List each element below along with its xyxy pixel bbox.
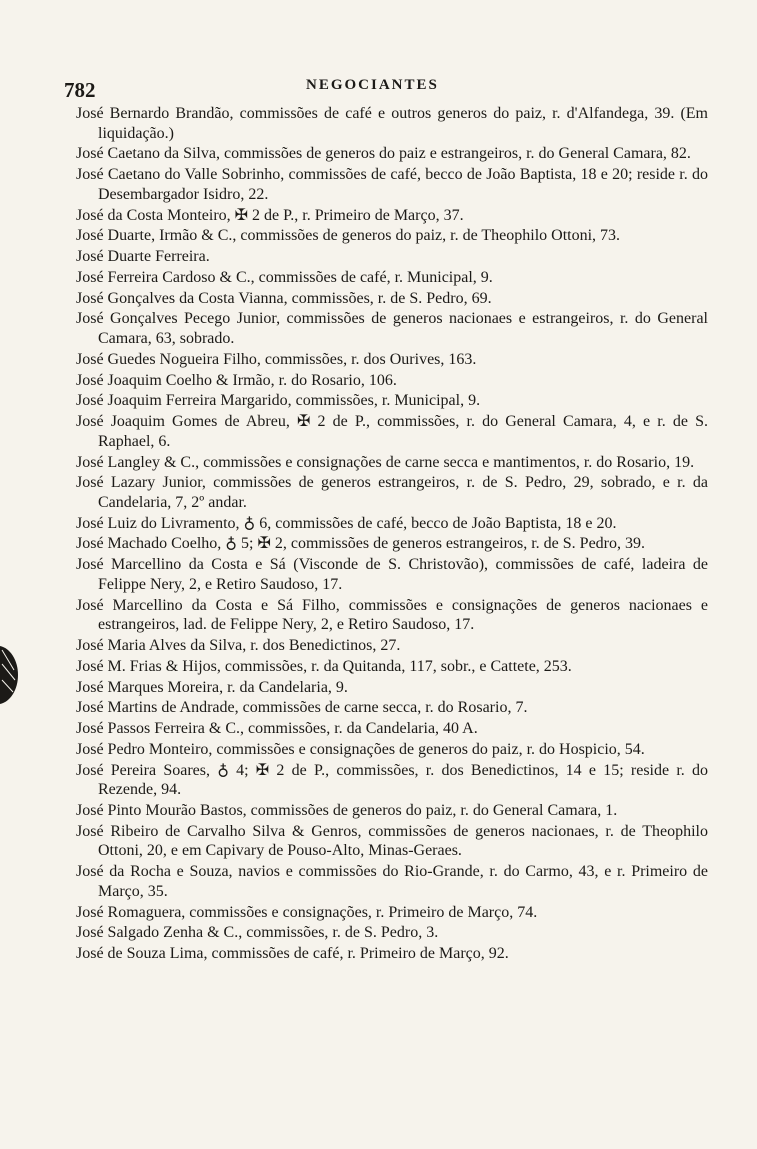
- directory-entry: José M. Frias & Hijos, commissões, r. da Quitanda, 117, sobr., e Cattete, 253.: [76, 657, 572, 675]
- directory-entry: José Duarte, Irmão & C., commissões de generos do paiz, r. de Theophilo Ottoni, 73.: [76, 227, 621, 245]
- directory-entry: José Pinto Mourão Bastos, commissões de generos do paiz, r. do General Camara, 1.: [76, 802, 618, 820]
- directory-entry: José Salgado Zenha & C., commissões, r. de S. Pedro, 3.: [76, 924, 439, 942]
- directory-entry: José Maria Alves da Silva, r. dos Benedictinos, 27.: [76, 637, 401, 654]
- directory-entry: José Guedes Nogueira Filho, commissões, r. dos Ourives, 163.: [76, 350, 477, 368]
- page-number: 782: [64, 78, 96, 102]
- directory-entry: José Lazary Junior, commissões de generos estrangeiros, r. de S. Pedro, 29, sobrado, e r. da Candelaria, 7, 2º andar.: [76, 474, 708, 511]
- directory-entry: José Gonçalves Pecego Junior, commissões de generos nacionaes e estrangeiros, r. do General Camara, 63, sobrado.: [76, 310, 708, 348]
- directory-entry: José Caetano da Silva, commissões de generos do paiz e estrangeiros, r. do General Camara, 82.: [76, 145, 691, 163]
- directory-entry: José Joaquim Coelho & Irmão, r. do Rosario, 106.: [76, 371, 397, 389]
- directory-entry: José Marcellino da Costa e Sá Filho, commissões e consignações de generos nacionaes e estrangeiros, lad. de Felippe Nery, 2, e Retiro Saudoso, 17.: [76, 596, 708, 634]
- directory-entry: José Joaquim Ferreira Margarido, commissões, r. Municipal, 9.: [76, 392, 481, 410]
- directory-entry: José de Souza Lima, commissões de café, r. Primeiro de Março, 92.: [76, 945, 509, 963]
- directory-entry: José Ribeiro de Carvalho Silva & Genros, commissões de generos nacionaes, r. de Theophilo Ottoni, 20, e em Capivary de Pouso-Alto, Minas-Geraes.: [76, 822, 708, 860]
- directory-entry: José Caetano do Valle Sobrinho, commissões de café, becco de João Baptista, 18 e 20; reside r. do Desembargador Isidro, 22.: [76, 166, 708, 203]
- directory-entry: José Passos Ferreira & C., commissões, r. da Candelaria, 40 A.: [76, 720, 478, 738]
- directory-entry: José Joaquim Gomes de Abreu, ✠ 2 de P., commissões, r. do General Camara, 4, e r. de S. Raphael, 6.: [76, 413, 708, 450]
- directory-entry: José Ferreira Cardoso & C., commissões de café, r. Municipal, 9.: [76, 268, 493, 286]
- directory-entry: José Martins de Andrade, commissões de carne secca, r. do Rosario, 7.: [76, 699, 528, 717]
- directory-entry: José Marques Moreira, r. da Candelaria, 9.: [76, 678, 348, 696]
- directory-entry: José da Rocha e Souza, navios e commissões do Rio-Grande, r. do Carmo, 43, e r. Primeiro de Março, 35.: [76, 863, 708, 900]
- directory-entry: José Pereira Soares, ♁ 4; ✠ 2 de P., commissões, r. dos Benedictinos, 14 e 15; reside r. do Rezende, 94.: [76, 761, 708, 799]
- directory-entry: José Marcellino da Costa e Sá (Visconde de S. Christovão), commissões de café, ladeira de Felippe Nery, 2, e Retiro Saudoso, 17.: [76, 556, 708, 593]
- running-head: NEGOCIANTES: [306, 77, 439, 93]
- page-edge-mark: [0, 640, 22, 710]
- directory-entries: [76, 104, 708, 965]
- directory-entry: José Romaguera, commissões e consignações, r. Primeiro de Março, 74.: [76, 903, 538, 921]
- directory-entry: José Langley & C., commissões e consignações de carne secca e mantimentos, r. do Rosario, 19.: [76, 453, 695, 471]
- directory-entry: José Duarte Ferreira.: [76, 248, 210, 266]
- directory-entry: José Luiz do Livramento, ♁ 6, commissões de café, becco de João Baptista, 18 e 20.: [76, 514, 617, 532]
- directory-entry: José Gonçalves da Costa Vianna, commissões, r. de S. Pedro, 69.: [76, 289, 492, 307]
- directory-entry: José da Costa Monteiro, ✠ 2 de P., r. Primeiro de Março, 37.: [76, 206, 464, 224]
- directory-entry: José Machado Coelho, ♁ 5; ✠ 2, commissões de generos estrangeiros, r. de S. Pedro, 39.: [76, 535, 646, 553]
- directory-entry: José Bernardo Brandão, commissões de café e outros generos do paiz, r. d'Alfandega, 39. (Em liquidação.): [76, 105, 708, 142]
- directory-entry: José Pedro Monteiro, commissões e consignações de generos do paiz, r. do Hospicio, 54.: [76, 740, 645, 758]
